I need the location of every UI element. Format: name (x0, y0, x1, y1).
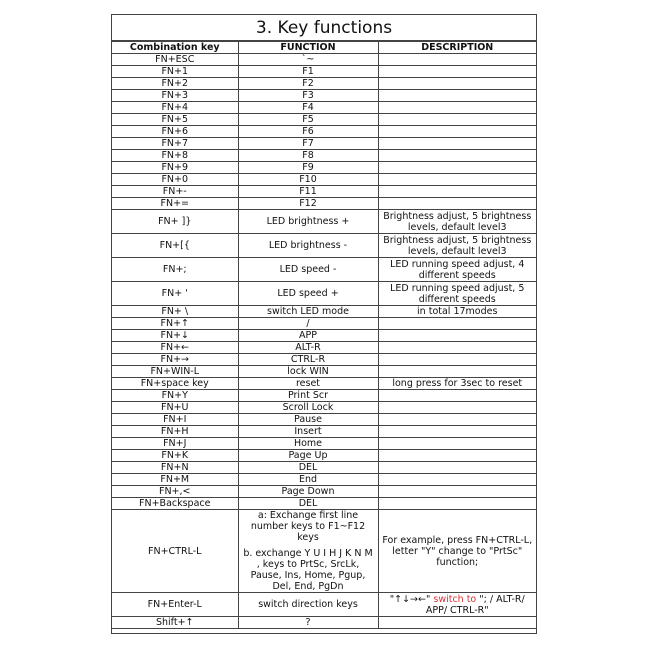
description-cell (378, 318, 536, 330)
description-cell (378, 186, 536, 198)
combination-key-cell: FN+Enter-L (112, 593, 238, 617)
description-cell (378, 78, 536, 90)
description-text-post: "; / ALT-R/ APP/ CTRL-R" (425, 593, 525, 616)
table-row (112, 90, 536, 102)
description-cell (378, 150, 536, 162)
table-row (112, 198, 536, 210)
table-row (112, 114, 536, 126)
combination-key-cell: FN+0 (112, 174, 238, 186)
combination-key-cell: FN+7 (112, 138, 238, 150)
table-row (112, 474, 536, 486)
description-cell (378, 342, 536, 354)
table-header-row (112, 42, 536, 54)
header-combination-key: Combination key (112, 42, 238, 54)
table-row (112, 366, 536, 378)
combination-key-cell: FN+[{ (112, 234, 238, 258)
function-cell: F9 (238, 162, 378, 174)
function-cell: DEL (238, 498, 378, 510)
combination-key-cell: FN+CTRL-L (112, 510, 238, 593)
table-row (112, 234, 536, 258)
table-row (112, 426, 536, 438)
function-cell: switch direction keys (238, 593, 378, 617)
combination-key-cell: FN+H (112, 426, 238, 438)
combination-key-cell: FN+5 (112, 114, 238, 126)
description-cell (378, 126, 536, 138)
key-functions-sheet (111, 14, 537, 634)
description-text-pre: "↑↓→←" (389, 593, 431, 605)
function-cell: lock WIN (238, 366, 378, 378)
description-cell (378, 486, 536, 498)
combination-key-cell: Shift+↑ (112, 617, 238, 629)
description-cell (378, 593, 536, 617)
function-cell: APP (238, 330, 378, 342)
function-cell: F4 (238, 102, 378, 114)
combination-key-cell: FN+→ (112, 354, 238, 366)
table-row (112, 174, 536, 186)
description-cell (378, 174, 536, 186)
function-cell: ? (238, 617, 378, 629)
function-cell: F7 (238, 138, 378, 150)
table-row (112, 414, 536, 426)
table-row (112, 438, 536, 450)
function-cell: Page Down (238, 486, 378, 498)
table-row-enter-l (112, 593, 536, 617)
table-row (112, 450, 536, 462)
description-cell (378, 617, 536, 629)
description-cell: LED running speed adjust, 4 different speeds (378, 258, 536, 282)
description-cell (378, 450, 536, 462)
description-cell: long press for 3sec to reset (378, 378, 536, 390)
description-cell (378, 66, 536, 78)
combination-key-cell: FN+ ]} (112, 210, 238, 234)
description-cell (378, 462, 536, 474)
table-row (112, 342, 536, 354)
combination-key-cell: FN+- (112, 186, 238, 198)
function-cell (238, 510, 378, 593)
combination-key-cell: FN+N (112, 462, 238, 474)
function-cell: F5 (238, 114, 378, 126)
description-cell (378, 102, 536, 114)
description-cell (378, 114, 536, 126)
description-cell (378, 366, 536, 378)
function-cell: Pause (238, 414, 378, 426)
combination-key-cell: FN+Backspace (112, 498, 238, 510)
table-row (112, 210, 536, 234)
function-cell: F10 (238, 174, 378, 186)
description-cell (378, 138, 536, 150)
table-row (112, 162, 536, 174)
table-row (112, 186, 536, 198)
description-cell: in total 17modes (378, 306, 536, 318)
table-body (112, 54, 536, 510)
table-row (112, 486, 536, 498)
function-cell: F11 (238, 186, 378, 198)
function-cell: F6 (238, 126, 378, 138)
function-cell: Insert (238, 426, 378, 438)
function-cell: F8 (238, 150, 378, 162)
description-cell: LED running speed adjust, 5 different speeds (378, 282, 536, 306)
combination-key-cell: FN+Y (112, 390, 238, 402)
function-cell: F1 (238, 66, 378, 78)
combination-key-cell: FN+= (112, 198, 238, 210)
combination-key-cell: FN+; (112, 258, 238, 282)
function-cell: `~ (238, 54, 378, 66)
description-text-highlight: switch to (430, 593, 480, 605)
table-row (112, 318, 536, 330)
combination-key-cell: FN+ \ (112, 306, 238, 318)
combination-key-cell: FN+WIN-L (112, 366, 238, 378)
combination-key-cell: FN+K (112, 450, 238, 462)
table-row-shift (112, 617, 536, 629)
function-cell: LED speed - (238, 258, 378, 282)
combination-key-cell: FN+↑ (112, 318, 238, 330)
combination-key-cell: FN+4 (112, 102, 238, 114)
table-row (112, 462, 536, 474)
function-cell: Print Scr (238, 390, 378, 402)
table-row (112, 126, 536, 138)
combination-key-cell: FN+9 (112, 162, 238, 174)
combination-key-cell: FN+6 (112, 126, 238, 138)
table-row (112, 138, 536, 150)
combination-key-cell: FN+I (112, 414, 238, 426)
table-row (112, 354, 536, 366)
function-part-b: b. exchange Y U I H J K N M , keys to PrtSc, SrcLk, Pause, Ins, Home, Pgup, Del, End, PgDn (243, 548, 373, 592)
combination-key-cell: FN+2 (112, 78, 238, 90)
combination-key-cell: FN+3 (112, 90, 238, 102)
description-cell (378, 330, 536, 342)
function-cell: Home (238, 438, 378, 450)
table-row (112, 282, 536, 306)
table-row (112, 66, 536, 78)
description-cell (378, 474, 536, 486)
description-cell (378, 198, 536, 210)
description-cell (378, 54, 536, 66)
table-row (112, 330, 536, 342)
function-cell: LED brightness + (238, 210, 378, 234)
function-cell: F12 (238, 198, 378, 210)
function-part-a: a: Exchange first line number keys to F1~F12 keys (250, 510, 366, 543)
combination-key-cell: FN+← (112, 342, 238, 354)
table-row (112, 306, 536, 318)
description-cell (378, 402, 536, 414)
header-function: FUNCTION (238, 42, 378, 54)
function-cell: End (238, 474, 378, 486)
function-cell: reset (238, 378, 378, 390)
function-cell: CTRL-R (238, 354, 378, 366)
description-cell: Brightness adjust, 5 brightness levels, default level3 (378, 210, 536, 234)
description-cell (378, 390, 536, 402)
table-row (112, 390, 536, 402)
table-row-ctrl-l (112, 510, 536, 593)
combination-key-cell: FN+space key (112, 378, 238, 390)
description-cell (378, 498, 536, 510)
header-description: DESCRIPTION (378, 42, 536, 54)
description-cell (378, 426, 536, 438)
function-cell: ALT-R (238, 342, 378, 354)
table-row (112, 402, 536, 414)
table-row (112, 150, 536, 162)
function-cell: Page Up (238, 450, 378, 462)
description-cell (378, 354, 536, 366)
combination-key-cell: FN+M (112, 474, 238, 486)
description-cell (378, 162, 536, 174)
combination-key-cell: FN+1 (112, 66, 238, 78)
table-body-extra (112, 510, 536, 629)
table-row (112, 78, 536, 90)
table-row (112, 54, 536, 66)
function-cell: LED speed + (238, 282, 378, 306)
table-row (112, 378, 536, 390)
page-title: 3. Key functions (112, 15, 536, 41)
combination-key-cell: FN+8 (112, 150, 238, 162)
table-row (112, 258, 536, 282)
combination-key-cell: FN+↓ (112, 330, 238, 342)
combination-key-cell: FN+,< (112, 486, 238, 498)
key-functions-table (112, 41, 536, 629)
function-cell: / (238, 318, 378, 330)
combination-key-cell: FN+ ' (112, 282, 238, 306)
table-row (112, 102, 536, 114)
description-cell (378, 90, 536, 102)
combination-key-cell: FN+ESC (112, 54, 238, 66)
description-cell (378, 438, 536, 450)
function-cell: F2 (238, 78, 378, 90)
description-cell: Brightness adjust, 5 brightness levels, default level3 (378, 234, 536, 258)
description-cell: For example, press FN+CTRL-L, letter "Y" change to "PrtSc" function; (378, 510, 536, 593)
function-cell: switch LED mode (238, 306, 378, 318)
function-cell: LED brightness - (238, 234, 378, 258)
table-row (112, 498, 536, 510)
function-cell: DEL (238, 462, 378, 474)
combination-key-cell: FN+J (112, 438, 238, 450)
function-cell: F3 (238, 90, 378, 102)
combination-key-cell: FN+U (112, 402, 238, 414)
function-cell: Scroll Lock (238, 402, 378, 414)
description-cell (378, 414, 536, 426)
